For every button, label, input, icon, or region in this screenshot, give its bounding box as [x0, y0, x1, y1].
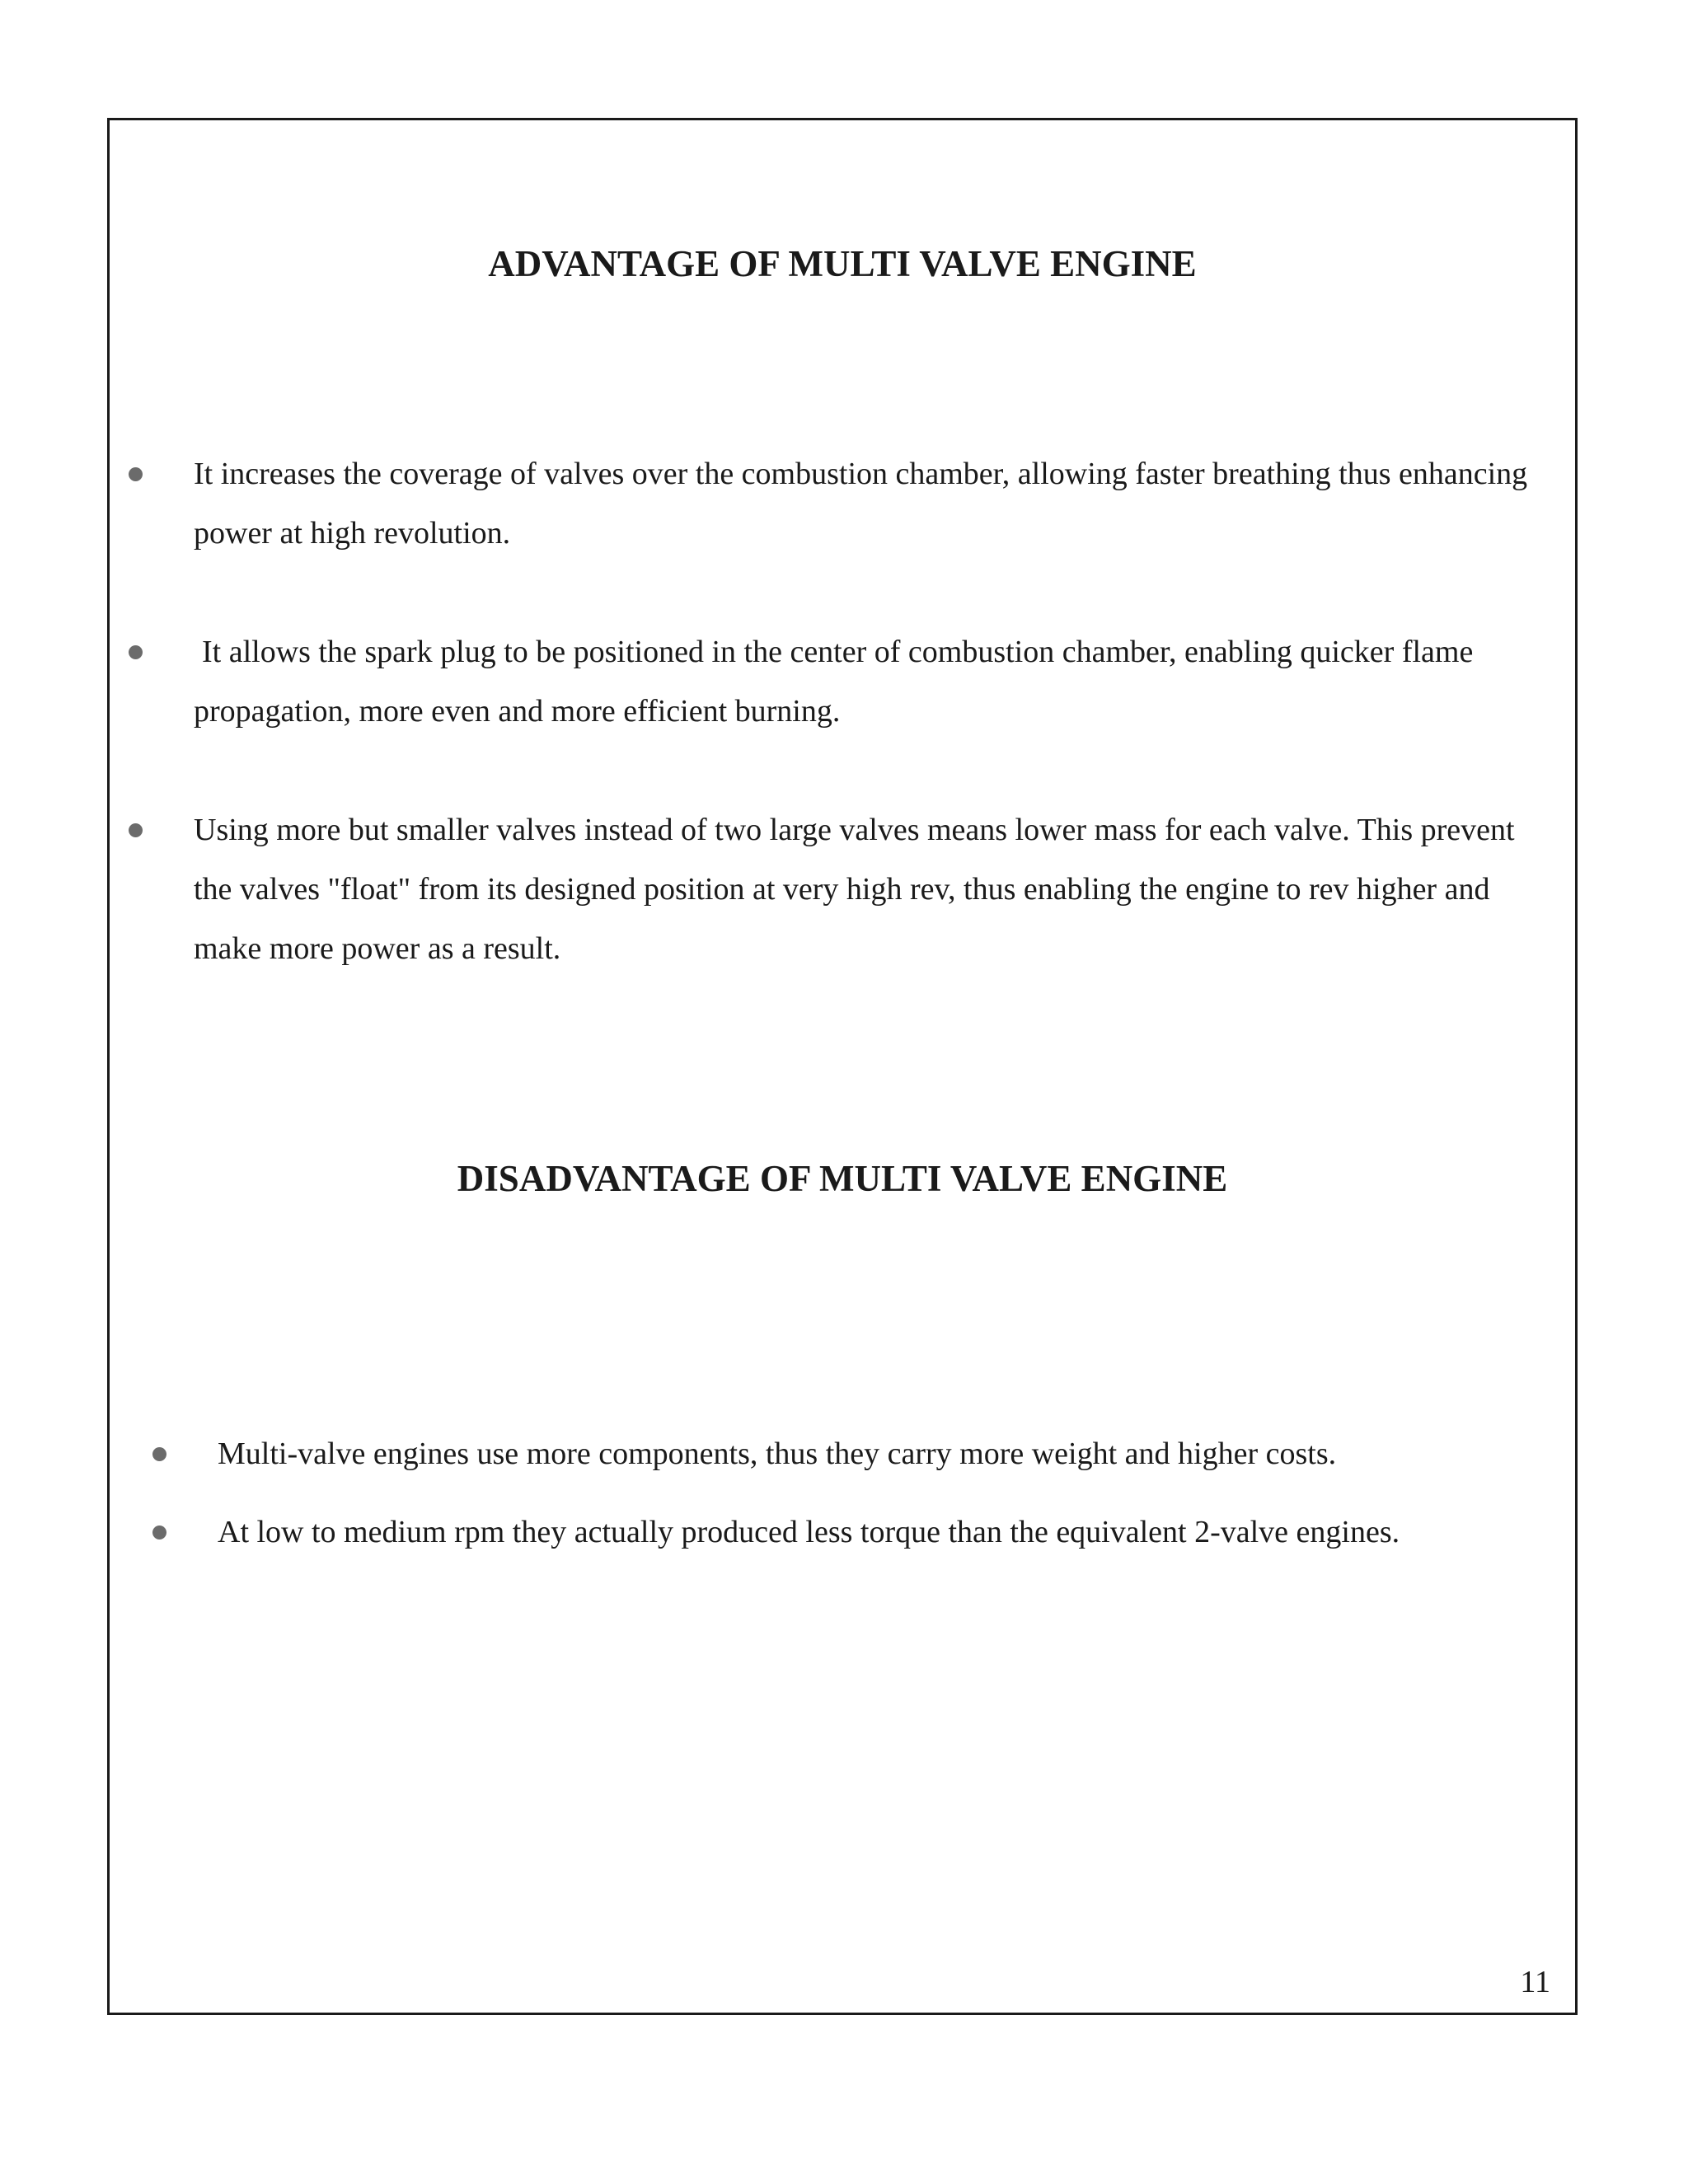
disadvantage-text-2: At low to medium rpm they actually produced less torque than the equivalent 2-valve engines. [218, 1515, 1400, 1549]
advantage-text-3: Using more but smaller valves instead of two large valves means lower mass for each valve. This prevent the valves "float" from its designed position at very high rev, thus enabling the engine to rev higher and make more power as a result. [194, 813, 1515, 966]
bullet-dot-icon [129, 823, 143, 837]
bullet-dot-icon [129, 467, 143, 481]
page-frame [107, 118, 1578, 2015]
advantage-text-1: It increases the coverage of valves over the combustion chamber, allowing faster breathing thus enhancing power at high revolution. [194, 457, 1528, 551]
advantages-heading: ADVANTAGE OF MULTI VALVE ENGINE [488, 243, 1197, 284]
disadvantages-heading: DISADVANTAGE OF MULTI VALVE ENGINE [457, 1158, 1228, 1199]
advantage-item-1 [110, 444, 1580, 568]
bullet-dot-icon [152, 1526, 166, 1540]
advantage-item-2 [110, 622, 1580, 746]
advantage-item-3 [110, 800, 1580, 982]
page-number: 11 [1520, 1965, 1550, 1999]
disadvantage-item-1 [110, 1424, 1580, 1490]
bullet-dot-icon [129, 645, 143, 659]
disadvantage-item-2 [110, 1502, 1580, 1568]
advantage-text-2: It allows the spark plug to be positioned in the center of combustion chamber, enabling quicker flame propagation, more even and more efficient burning. [194, 635, 1474, 729]
disadvantage-text-1: Multi-valve engines use more components, thus they carry more weight and higher costs. [218, 1436, 1337, 1471]
bullet-dot-icon [152, 1447, 166, 1461]
